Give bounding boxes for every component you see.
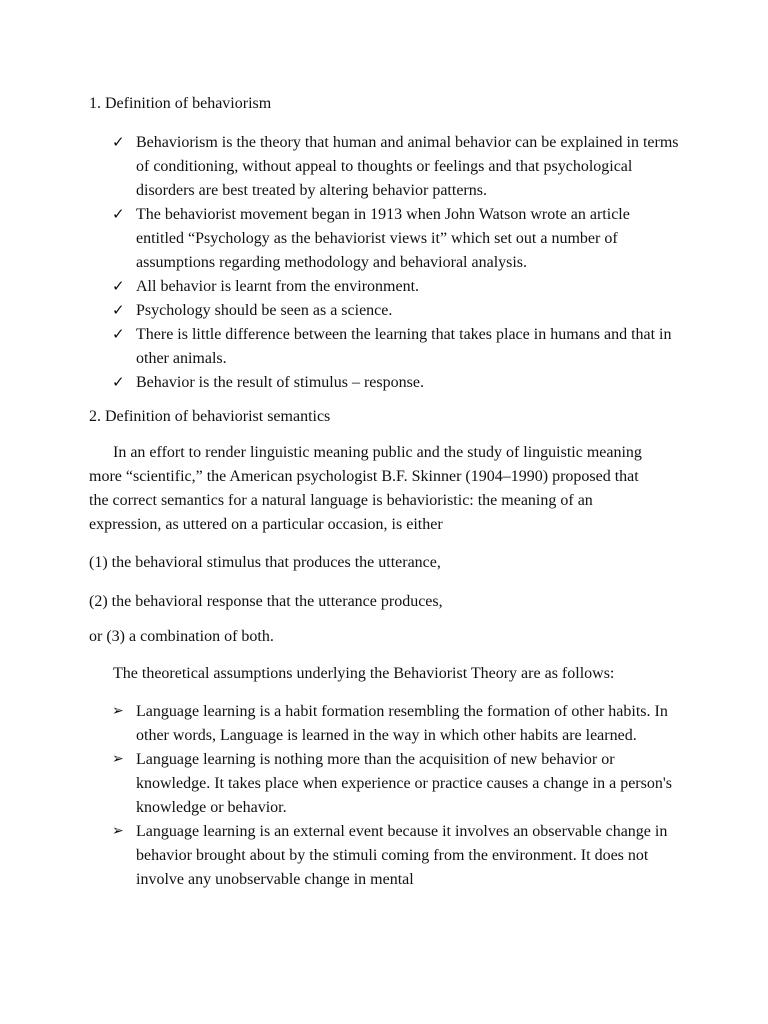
list-item [0, 323, 681, 371]
list-item [0, 820, 681, 892]
list-item-text: Language learning is nothing more than the acquisition of new behavior or knowledge. It takes place when experience or practice causes a change in a person's knowledge or behavior. [136, 751, 672, 816]
checkmark-icon: ✓ [112, 327, 125, 343]
semantics-intro-paragraph: In an effort to render linguistic meaning public and the study of linguistic meaning more “scientific,” the American psychologist B.F. Skinner (1904–1990) proposed that the correct semantics for a natural language is behavioristic: the meaning of an expression, as uttered on a particular occasion, is either [89, 444, 642, 533]
list-item [0, 748, 681, 820]
list-item [0, 203, 681, 275]
list-item-text: Language learning is an external event because it involves an observable change in behavior brought about by the stimuli coming from the environment. It does not involve any unobservable change in mental [136, 823, 668, 888]
list-item [0, 700, 681, 748]
list-item-text: Behavior is the result of stimulus – response. [136, 374, 424, 391]
checkmark-icon: ✓ [112, 135, 125, 151]
arrow-bullet-icon: ➢ [112, 752, 124, 767]
list-item-text: Psychology should be seen as a science. [136, 302, 393, 319]
list-item [0, 299, 681, 323]
section-1-heading: 1. Definition of behaviorism [89, 95, 272, 112]
list-item [0, 275, 681, 299]
list-item-text: All behavior is learnt from the environment. [136, 278, 420, 295]
behaviorism-definition-list [0, 131, 768, 395]
arrow-bullet-icon: ➢ [112, 704, 124, 719]
checkmark-icon: ✓ [112, 279, 125, 295]
list-item [0, 371, 681, 395]
checkmark-icon: ✓ [112, 375, 125, 391]
list-item-text: The behaviorist movement began in 1913 when John Watson wrote an article entitled “Psychology as the behaviorist views it” which set out a number of assumptions regarding methodology and behavioral analysis. [136, 206, 630, 271]
list-item-text: Language learning is a habit formation resembling the formation of other habits. In other words, Language is learned in the way in which other habits are learned. [136, 703, 668, 744]
checkmark-icon: ✓ [112, 207, 125, 223]
assumptions-intro-paragraph: The theoretical assumptions underlying the Behaviorist Theory are as follows: [113, 665, 615, 682]
list-item-text: There is little difference between the learning that takes place in humans and that in other animals. [136, 326, 672, 367]
section-2-heading: 2. Definition of behaviorist semantics [89, 408, 331, 425]
option-1-paragraph: (1) the behavioral stimulus that produces the utterance, [89, 554, 441, 571]
checkmark-icon: ✓ [112, 303, 125, 319]
assumptions-list [0, 700, 768, 892]
arrow-bullet-icon: ➢ [112, 824, 124, 839]
list-item [0, 131, 681, 203]
option-3-paragraph: or (3) a combination of both. [89, 628, 274, 645]
list-item-text: Behaviorism is the theory that human and animal behavior can be explained in terms of conditioning, without appeal to thoughts or feelings and that psychological disorders are best treated by altering behavior patterns. [136, 134, 679, 199]
option-2-paragraph: (2) the behavioral response that the utterance produces, [89, 593, 443, 610]
